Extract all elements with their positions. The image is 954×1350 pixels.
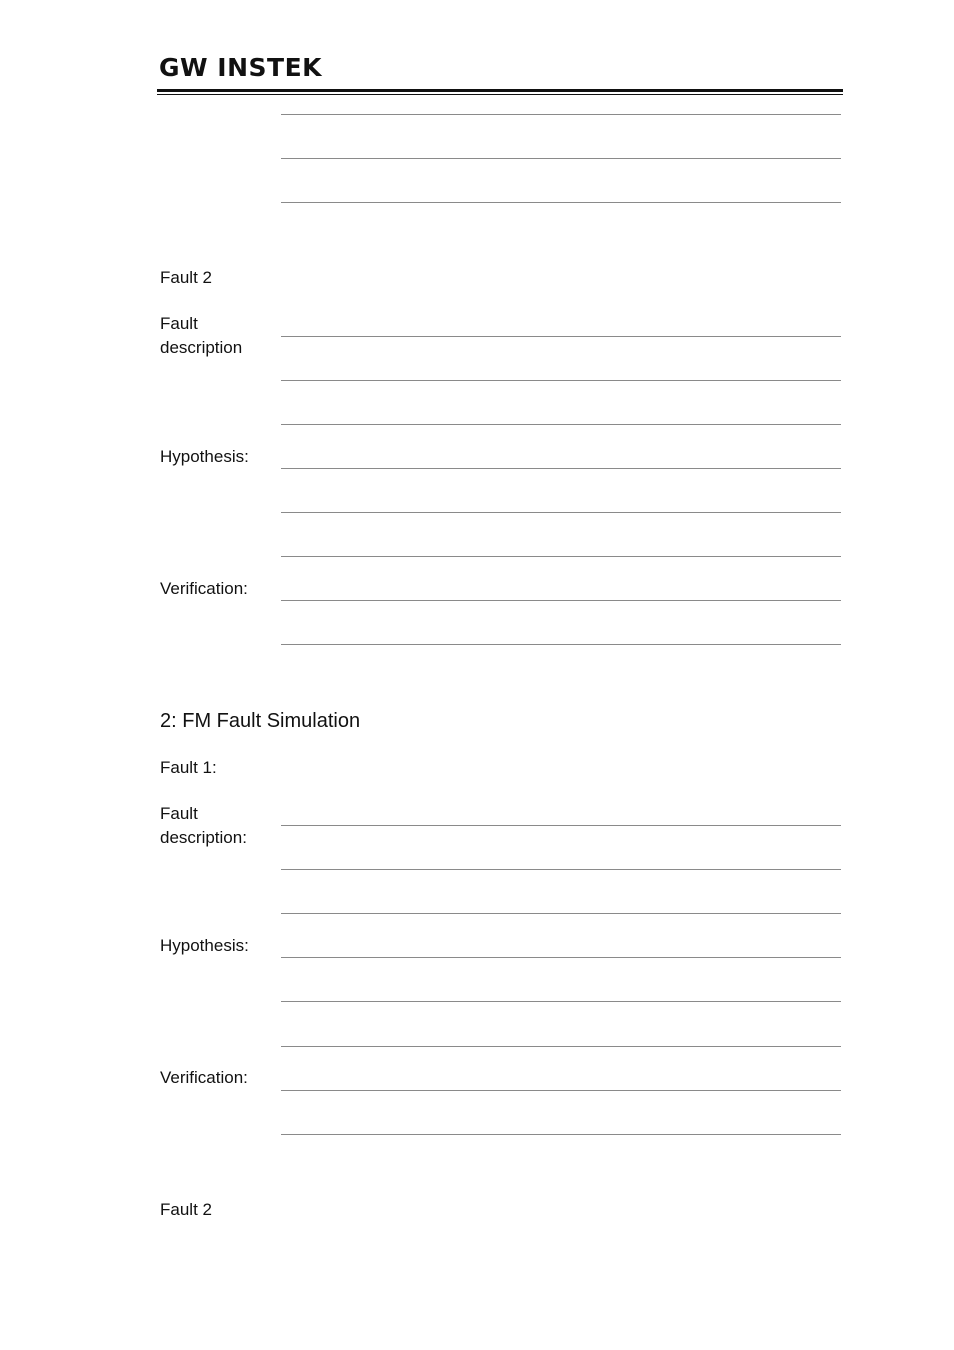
gwinstek-logo: [159, 55, 321, 81]
fault-description-label-line2: description: [160, 338, 243, 357]
logo-text: GW INSTEK: [159, 53, 323, 82]
header-rule: [157, 89, 843, 92]
write-in-line: [281, 158, 841, 159]
fault-description-label-line2: description:: [160, 828, 247, 847]
fault-2-label: Fault 2: [160, 1200, 212, 1219]
verification-line: [281, 1134, 841, 1135]
fault-1-label: Fault 1:: [160, 758, 217, 777]
verification-line: [281, 644, 841, 645]
section-title: 2: FM Fault Simulation: [160, 710, 361, 732]
fault-description-line: [281, 336, 841, 337]
fault-2-label: Fault 2: [160, 268, 212, 287]
fault-description-line: [281, 913, 841, 914]
verification-label: Verification:: [160, 1068, 248, 1087]
fault-description-label-line1: Fault: [160, 804, 198, 823]
header-rule-thin: [157, 94, 843, 95]
write-in-line: [281, 202, 841, 203]
fault-description-line: [281, 869, 841, 870]
verification-line: [281, 1090, 841, 1091]
fault-description-line: [281, 424, 841, 425]
verification-label: Verification:: [160, 579, 248, 598]
fault-description-line: [281, 825, 841, 826]
hypothesis-line: [281, 957, 841, 958]
fault-description-label-line1: Fault: [160, 314, 198, 333]
fault-description-line: [281, 380, 841, 381]
hypothesis-label: Hypothesis:: [160, 936, 249, 955]
hypothesis-line: [281, 468, 841, 469]
hypothesis-line: [281, 1001, 841, 1002]
hypothesis-line: [281, 512, 841, 513]
write-in-line: [281, 114, 841, 115]
verification-line: [281, 600, 841, 601]
hypothesis-line: [281, 556, 841, 557]
hypothesis-label: Hypothesis:: [160, 447, 249, 466]
hypothesis-line: [281, 1046, 841, 1047]
